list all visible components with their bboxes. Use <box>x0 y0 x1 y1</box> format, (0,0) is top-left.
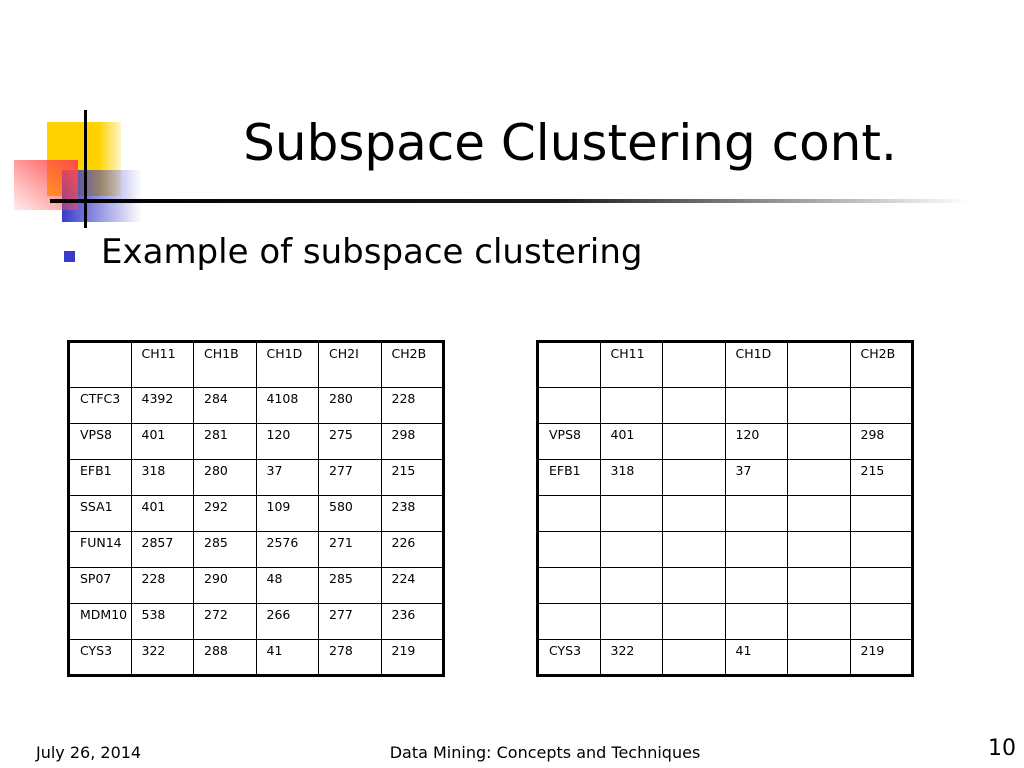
row-label-cell: CYS3 <box>69 640 132 676</box>
table-row <box>538 640 913 676</box>
row-label-cell <box>538 568 601 604</box>
table-cell <box>600 568 663 604</box>
table-row <box>69 568 444 604</box>
row-label-cell: CTFC3 <box>69 388 132 424</box>
table-cell <box>850 496 913 532</box>
table-cell <box>725 568 788 604</box>
header-cell <box>538 342 601 388</box>
row-label-cell <box>538 604 601 640</box>
table-cell: 322 <box>131 640 194 676</box>
table-cell: 4108 <box>256 388 319 424</box>
table-cell: 219 <box>850 640 913 676</box>
header-cell: CH11 <box>131 342 194 388</box>
footer-title: Data Mining: Concepts and Techniques <box>389 743 701 762</box>
row-label-cell: CYS3 <box>538 640 601 676</box>
table-cell: 109 <box>256 496 319 532</box>
table-cell <box>663 604 726 640</box>
table-cell: 2857 <box>131 532 194 568</box>
table-cell: 228 <box>381 388 444 424</box>
table-cell <box>725 532 788 568</box>
table-cell: 285 <box>319 568 382 604</box>
table-row <box>69 424 444 460</box>
row-label-cell <box>538 532 601 568</box>
table-cell: 48 <box>256 568 319 604</box>
subspace-cluster-table <box>536 340 914 677</box>
vertical-line <box>84 110 87 228</box>
table-cell: 120 <box>725 424 788 460</box>
table-cell: 401 <box>600 424 663 460</box>
table-cell: 228 <box>131 568 194 604</box>
table-cell <box>663 460 726 496</box>
row-label-cell: VPS8 <box>69 424 132 460</box>
table-cell: 538 <box>131 604 194 640</box>
row-label-cell <box>538 496 601 532</box>
table-cell: 278 <box>319 640 382 676</box>
table-cell: 2576 <box>256 532 319 568</box>
table-row <box>69 388 444 424</box>
table-row <box>69 342 444 388</box>
table-cell <box>788 460 851 496</box>
table-cell: 37 <box>725 460 788 496</box>
table-cell: 37 <box>256 460 319 496</box>
footer-date: July 26, 2014 <box>36 743 142 762</box>
table-cell: 318 <box>600 460 663 496</box>
table-row <box>538 460 913 496</box>
row-label-cell: EFB1 <box>538 460 601 496</box>
row-label-cell: MDM10 <box>69 604 132 640</box>
table-cell <box>850 604 913 640</box>
table-cell <box>788 532 851 568</box>
table-cell: 580 <box>319 496 382 532</box>
table-body <box>69 342 444 676</box>
table-cell: 280 <box>319 388 382 424</box>
table-cell: 219 <box>381 640 444 676</box>
table-cell: 277 <box>319 604 382 640</box>
row-label-cell: VPS8 <box>538 424 601 460</box>
table-cell <box>725 388 788 424</box>
table-cell <box>600 496 663 532</box>
table-cell: 271 <box>319 532 382 568</box>
table-cell: 285 <box>194 532 257 568</box>
header-cell: CH2B <box>381 342 444 388</box>
table-cell <box>600 388 663 424</box>
table-cell: 280 <box>194 460 257 496</box>
table-cell: 281 <box>194 424 257 460</box>
header-cell: CH11 <box>600 342 663 388</box>
table-row <box>69 532 444 568</box>
header-cell <box>663 342 726 388</box>
table-cell: 401 <box>131 496 194 532</box>
table-cell: 401 <box>131 424 194 460</box>
table-cell <box>663 424 726 460</box>
table-body <box>538 342 913 676</box>
bullet-text: Example of subspace clustering <box>101 232 643 272</box>
table-row <box>69 604 444 640</box>
table-cell: 298 <box>381 424 444 460</box>
table-cell: 120 <box>256 424 319 460</box>
table-cell: 322 <box>600 640 663 676</box>
table-cell <box>850 388 913 424</box>
header-cell <box>788 342 851 388</box>
table-cell: 266 <box>256 604 319 640</box>
table-cell <box>788 424 851 460</box>
table-cell <box>725 604 788 640</box>
table-row <box>538 342 913 388</box>
row-label-cell <box>538 388 601 424</box>
table-cell: 275 <box>319 424 382 460</box>
table-cell <box>663 388 726 424</box>
table-cell: 236 <box>381 604 444 640</box>
table-cell: 41 <box>725 640 788 676</box>
table-cell: 284 <box>194 388 257 424</box>
table-cell <box>600 604 663 640</box>
table-row <box>538 424 913 460</box>
table-row <box>69 460 444 496</box>
table-row <box>538 568 913 604</box>
table-row <box>69 496 444 532</box>
table-cell <box>788 604 851 640</box>
table-cell <box>850 532 913 568</box>
header-cell <box>69 342 132 388</box>
table-cell <box>788 496 851 532</box>
table-cell <box>725 496 788 532</box>
header-cell: CH1D <box>256 342 319 388</box>
table-cell <box>663 496 726 532</box>
table-cell <box>663 532 726 568</box>
table-cell <box>600 532 663 568</box>
table-cell: 41 <box>256 640 319 676</box>
table-cell: 277 <box>319 460 382 496</box>
page-number: 10 <box>988 736 1016 761</box>
slide-title: Subspace Clustering cont. <box>243 114 897 172</box>
header-cell: CH2B <box>850 342 913 388</box>
header-cell: CH2I <box>319 342 382 388</box>
table-cell: 215 <box>850 460 913 496</box>
table-cell <box>788 640 851 676</box>
table-row <box>538 388 913 424</box>
table-cell <box>663 568 726 604</box>
table-row <box>69 640 444 676</box>
table-cell <box>850 568 913 604</box>
table-cell <box>788 388 851 424</box>
table-cell: 298 <box>850 424 913 460</box>
row-label-cell: SSA1 <box>69 496 132 532</box>
full-expression-table <box>67 340 445 677</box>
table-cell <box>663 640 726 676</box>
row-label-cell: SP07 <box>69 568 132 604</box>
table-cell: 292 <box>194 496 257 532</box>
table-row <box>538 604 913 640</box>
header-cell: CH1B <box>194 342 257 388</box>
table-cell: 288 <box>194 640 257 676</box>
table-cell: 238 <box>381 496 444 532</box>
table-row <box>538 496 913 532</box>
table-cell: 4392 <box>131 388 194 424</box>
table-cell: 224 <box>381 568 444 604</box>
table-cell: 226 <box>381 532 444 568</box>
table-cell: 272 <box>194 604 257 640</box>
row-label-cell: EFB1 <box>69 460 132 496</box>
table-cell <box>788 568 851 604</box>
table-row <box>538 532 913 568</box>
table-cell: 290 <box>194 568 257 604</box>
horizontal-line <box>50 199 970 203</box>
table-cell: 215 <box>381 460 444 496</box>
square-bullet-icon <box>64 251 75 262</box>
header-cell: CH1D <box>725 342 788 388</box>
row-label-cell: FUN14 <box>69 532 132 568</box>
table-cell: 318 <box>131 460 194 496</box>
